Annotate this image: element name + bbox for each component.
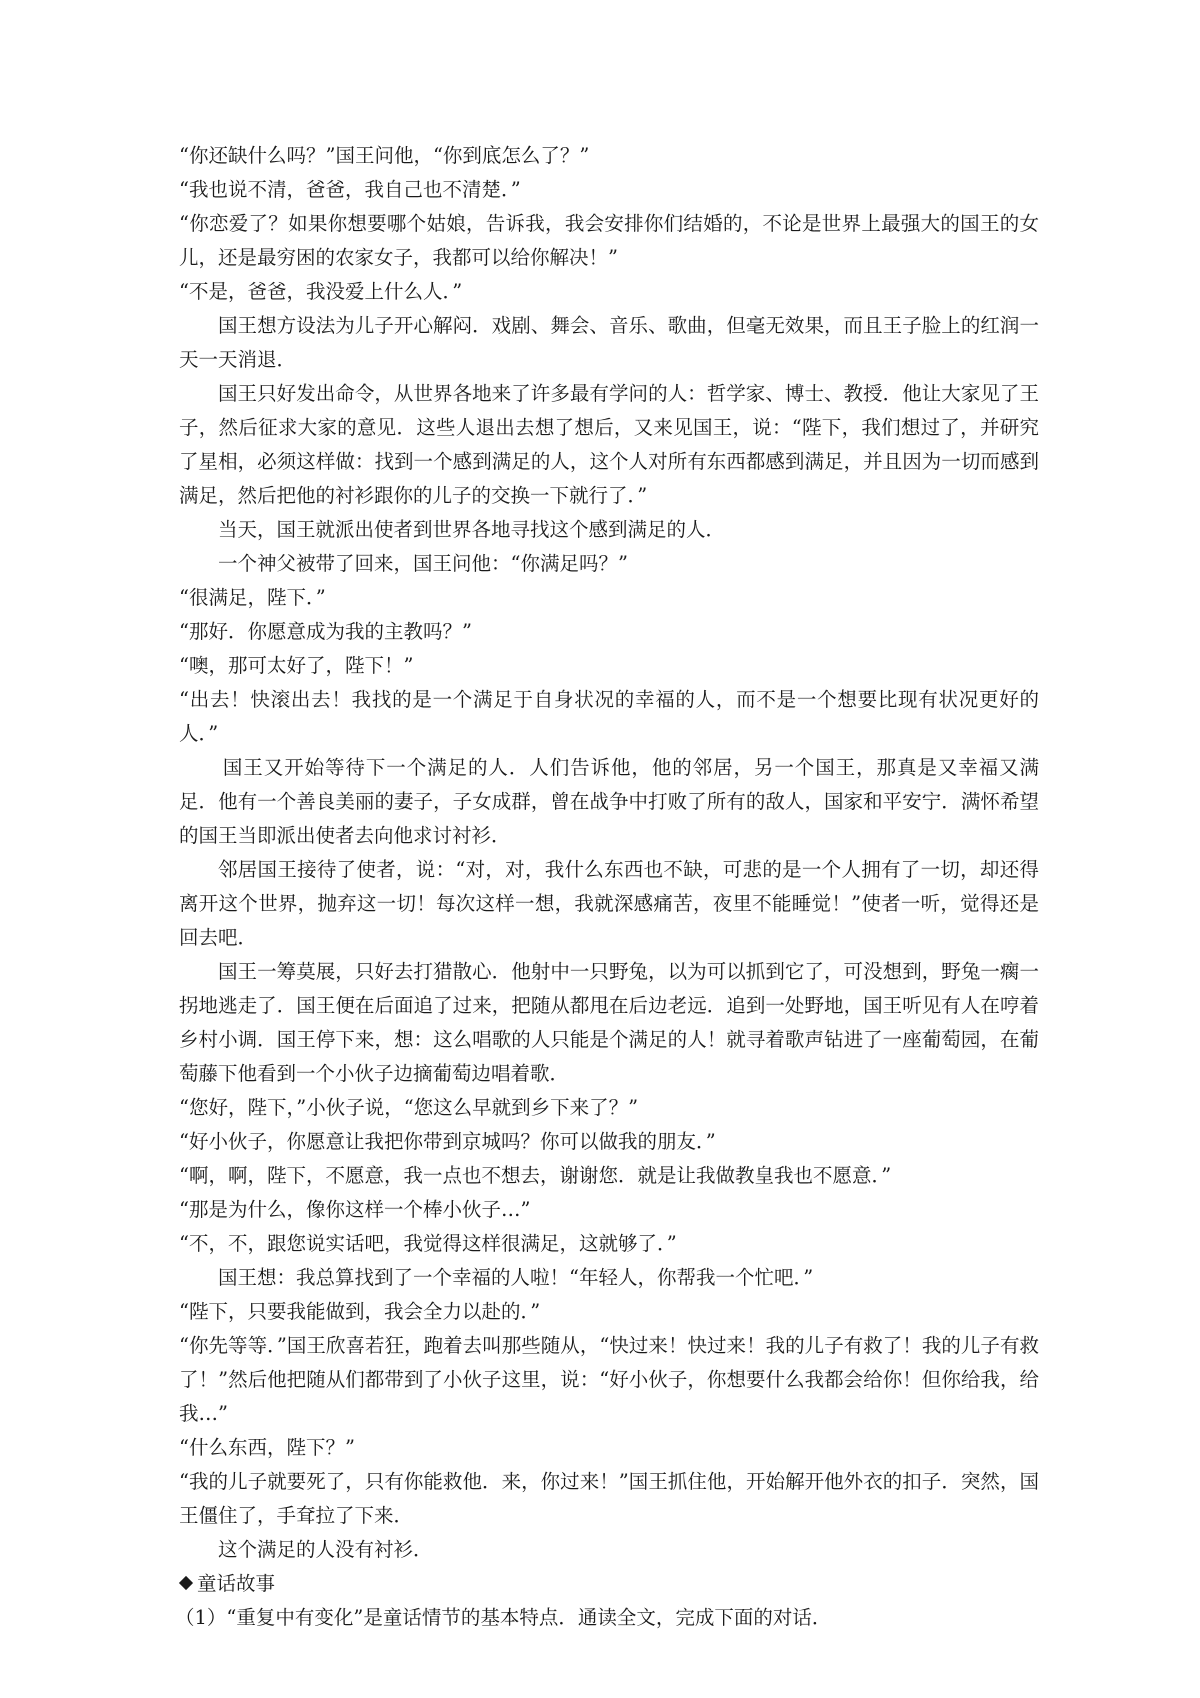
paragraph-26: 这个满足的人没有衬衫． <box>218 1538 433 1561</box>
paragraph-13: 国王又开始等待下一个满足的人．人们告诉他，他的邻居，另一个国王，那真是又幸福又满足．他有一个善良美丽的妻子，子女成群，曾在战争中打败了所有的敌人，国家和平安宁．满怀希望的国王当即派出使者去向他求讨衬衫． <box>179 756 1039 847</box>
paragraph-17: “好小伙子，你愿意让我把你带到京城吗？你可以做我的朋友．” <box>179 1130 716 1153</box>
paragraph-10: “那好．你愿意成为我的主教吗？” <box>179 620 472 643</box>
paragraph-25: “我的儿子就要死了，只有你能救他．来，你过来！”国王抓住他，开始解开他外衣的扣子．突然，国王僵住了，手耷拉了下来． <box>179 1470 1039 1527</box>
paragraph-15: 国王一筹莫展，只好去打猎散心．他射中一只野兔，以为可以抓到它了，可没想到，野兔一瘸一拐地逃走了．国王便在后面追了过来，把随从都甩在后边老远．追到一处野地，国王听见有人在哼着乡村小调．国王停下来，想：这么唱歌的人只能是个满足的人！就寻着歌声钻进了一座葡萄园，在葡萄藤下他看到一个小伙子边摘葡萄边唱着歌． <box>179 960 1039 1085</box>
paragraph-3: “你恋爱了？如果你想要哪个姑娘，告诉我，我会安排你们结婚的，不论是世界上最强大的国王的女儿，还是最穷困的农家女子，我都可以给你解决！” <box>179 212 1039 269</box>
paragraph-16: “您好，陛下，”小伙子说，“您这么早就到乡下来了？” <box>179 1096 639 1119</box>
paragraph-9: “很满足，陛下．” <box>179 586 326 609</box>
paragraph-21: 国王想：我总算找到了一个幸福的人啦！“年轻人，你帮我一个忙吧．” <box>218 1266 814 1289</box>
paragraph-12: “出去！快滚出去！我找的是一个满足于自身状况的幸福的人，而不是一个想要比现有状况更好的人．” <box>179 688 1039 745</box>
paragraph-6: 国王只好发出命令，从世界各地来了许多最有学问的人：哲学家、博士、教授．他让大家见了王子，然后征求大家的意见．这些人退出去想了想后，又来见国王，说：“陛下，我们想过了，并研究了星相，必须这样做：找到一个感到满足的人，这个人对所有东西都感到满足，并且因为一切而感到满足，然后把他的衬衫跟你的儿子的交换一下就行了．” <box>179 382 1039 507</box>
question-text: “重复中有变化”是童话情节的基本特点．通读全文，完成下面的对话． <box>226 1606 832 1629</box>
question-number: （1） <box>175 1606 227 1629</box>
paragraph-23: “你先等等．”国王欣喜若狂，跑着去叫那些随从，“快过来！快过来！我的儿子有救了！我的儿子有救了！”然后他把随从们都带到了小伙子这里，说：“好小伙子，你想要什么我都会给你！但你给我，给我…” <box>179 1334 1039 1425</box>
document-page <box>175 139 1039 1635</box>
question-1 <box>175 1601 1039 1635</box>
paragraph-18: “啊，啊，陛下，不愿意，我一点也不想去，谢谢您．就是让我做教皇我也不愿意．” <box>179 1164 892 1187</box>
diamond-icon <box>179 1576 193 1590</box>
section-title: 童话故事 <box>197 1572 276 1595</box>
paragraph-7: 当天，国王就派出使者到世界各地寻找这个感到满足的人． <box>218 518 726 541</box>
paragraph-11: “噢，那可太好了，陛下！” <box>179 654 414 677</box>
paragraph-14: 邻居国王接待了使者，说：“对，对，我什么东西也不缺，可悲的是一个人拥有了一切，却还得离开这个世界，抛弃这一切！每次这样一想，我就深感痛苦，夜里不能睡觉！”使者一听，觉得还是回去吧． <box>179 858 1039 949</box>
paragraph-1: “你还缺什么吗？”国王问他，“你到底怎么了？” <box>179 144 590 167</box>
paragraph-8: 一个神父被带了回来，国王问他：“你满足吗？” <box>218 552 628 575</box>
paragraph-20: “不，不，跟您说实话吧，我觉得这样很满足，这就够了．” <box>179 1232 677 1255</box>
paragraph-5: 国王想方设法为儿子开心解闷．戏剧、舞会、音乐、歌曲，但毫无效果，而且王子脸上的红润一天一天消退． <box>179 314 1039 371</box>
paragraph-19: “那是为什么，像你这样一个棒小伙子…” <box>179 1198 531 1221</box>
section-heading <box>179 1567 1039 1601</box>
paragraph-4: “不是，爸爸，我没爱上什么人．” <box>179 280 463 303</box>
paragraph-2: “我也说不清，爸爸，我自己也不清楚．” <box>179 178 521 201</box>
paragraph-24: “什么东西，陛下？” <box>179 1436 355 1459</box>
paragraph-22: “陛下，只要我能做到，我会全力以赴的．” <box>179 1300 541 1323</box>
